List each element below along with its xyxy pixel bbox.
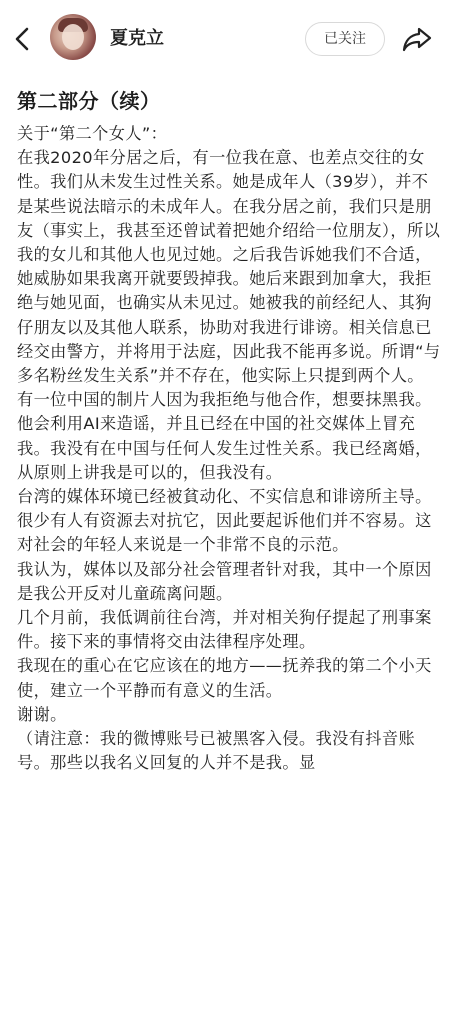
username[interactable]: 夏克立	[110, 28, 164, 49]
following-button[interactable]: 已关注	[305, 22, 385, 56]
paragraph-current-focus: 我现在的重心在它应该在的地方——抚养我的第二个小天使，建立一个平静而有意义的生活。	[17, 656, 432, 700]
paragraph-legal-action: 几个月前，我低调前往台湾，并对相关狗仔提起了刑事案件。接下来的事情将交由法律程序处理。	[17, 608, 432, 652]
section-title: 第二部分（续）	[17, 89, 161, 113]
paragraph-china-producer: 有一位中国的制片人因为我拒绝与他合作，想要抹黑我。他会利用AI来造谣，并且已经在中国的社交媒体上冒充我。我没有在中国与任何人发生过性关系。我已经离婚，从原则上讲我是可以的，但我没有。	[17, 390, 432, 482]
top-nav-bar	[0, 0, 458, 76]
paragraph-taiwan-media: 台湾的媒体环境已经被貧动化、不实信息和诽谤所主导。很少有人有资源去对抗它，因此要起诉他们并不容易。这对社会的年轻人来说是一个非常不良的示范。	[17, 487, 432, 555]
avatar[interactable]	[50, 14, 96, 60]
back-arrow-icon[interactable]	[10, 24, 36, 54]
paragraph-second-woman: 在我2020年分居之后，有一位我在意、也差点交往的女性。我们从未发生过性关系。她是成年人（39岁），并不是某些说法暗示的未成年人。在我分居之前，我们只是朋友（事实上，我甚至还曾试着把她介绍给一位朋友），所以我的女儿和其他人也见过她。之后我告诉她我们不合适，她威胁如果我离开就要毁掉我。她后来跟到加拿大，我拒绝与她见面，也确实从未见过。她被我的前经纪人、其狗仔朋友以及其他人联系，协助对我进行诽谤。相关信息已经交由警方，并将用于法庭，因此我不能再多说。所谓“与多名粉丝发生关系”并不存在，他实际上只提到两个人。	[17, 148, 441, 386]
paragraph-about-second-woman-heading: 关于“第二个女人”：	[17, 124, 168, 143]
paragraph-parental-alienation: 我认为，媒体以及部分社会管理者针对我，其中一个原因是我公开反对儿童疏离问题。	[17, 559, 432, 603]
paragraph-thanks: 谢谢。	[17, 704, 67, 724]
avatar-face	[62, 24, 84, 50]
share-icon[interactable]	[400, 22, 434, 56]
post-content	[17, 76, 442, 775]
paragraph-account-notice: （请注意：我的微博账号已被黑客入侵。我没有抖音账号。那些以我名义回复的人并不是我。显	[17, 729, 416, 773]
